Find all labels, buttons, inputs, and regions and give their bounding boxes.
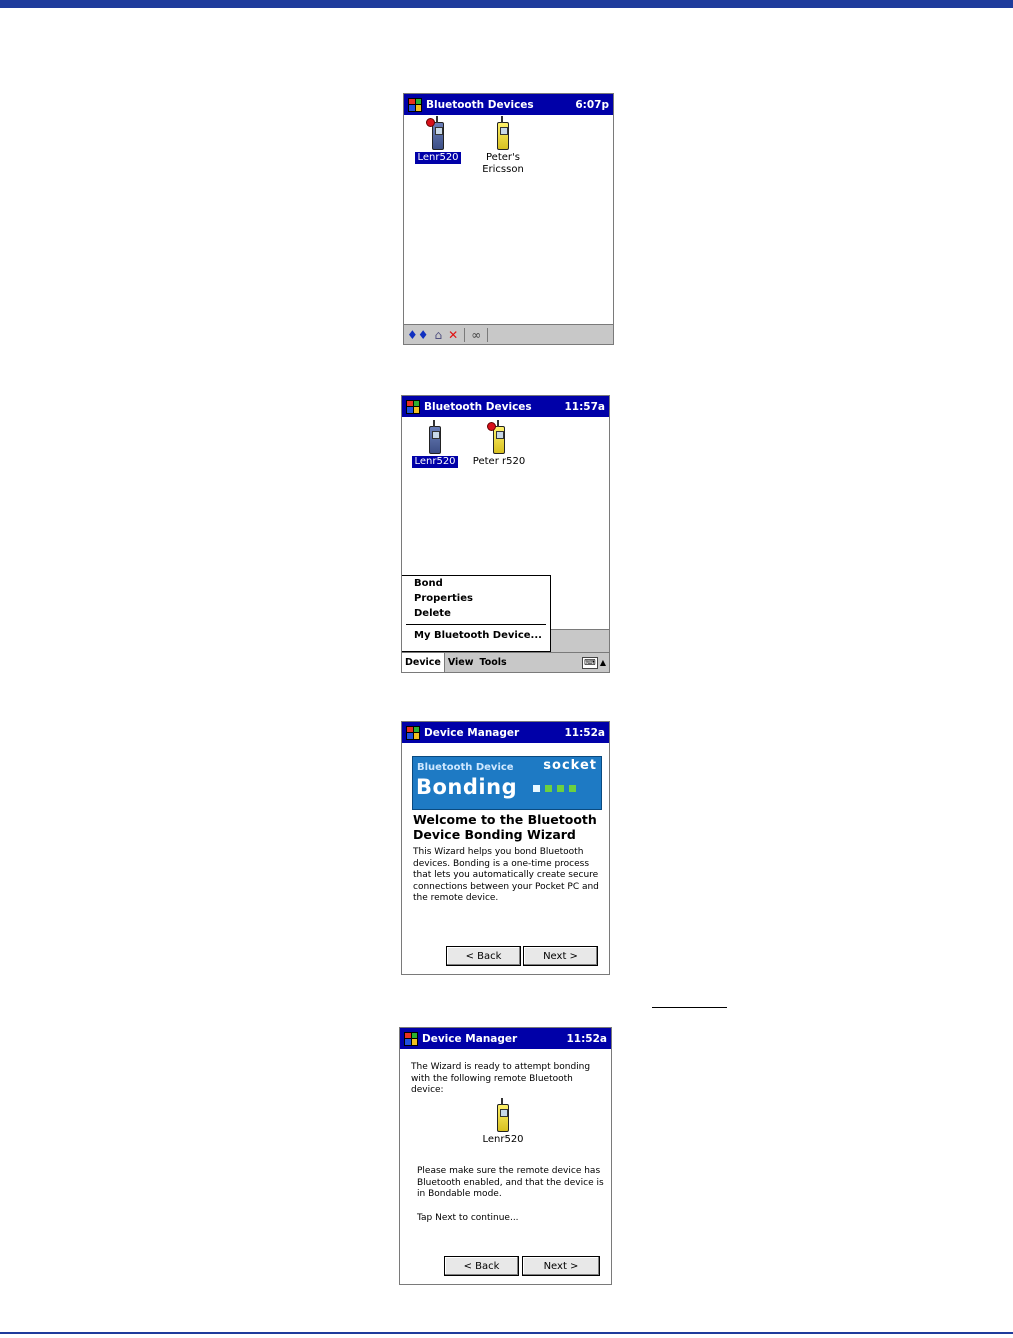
screen-bonding-wizard-welcome [401, 721, 610, 975]
input-selector-arrow-icon[interactable]: ▲ [599, 658, 606, 667]
start-menu-icon[interactable] [406, 726, 420, 740]
screen-bluetooth-devices-1 [403, 93, 614, 345]
title-bar [404, 94, 613, 115]
banner-subtitle: Bluetooth Device [417, 762, 514, 773]
window-title: Bluetooth Devices [426, 98, 534, 111]
window-title: Device Manager [424, 726, 520, 739]
delete-icon[interactable]: ✕ [448, 327, 459, 342]
active-indicator-icon [487, 422, 496, 431]
target-device [472, 1104, 534, 1146]
phone-icon [493, 426, 505, 454]
wizard-instructions: Please make sure the remote device has Bluetooth enabled, and that the device is in Bondable mode. [417, 1166, 604, 1199]
clock[interactable]: 11:57a [564, 400, 605, 413]
start-menu-icon[interactable] [406, 400, 420, 414]
start-menu-icon[interactable] [408, 98, 422, 112]
bonding-banner [412, 756, 602, 810]
active-indicator-icon [426, 118, 435, 127]
screen-bonding-wizard-ready [399, 1027, 612, 1285]
device-label: Peter's Ericsson [482, 152, 524, 175]
device-label: Lenr520 [417, 152, 459, 163]
text-underline [652, 1007, 727, 1008]
socket-logo: socket [543, 758, 597, 773]
back-button[interactable]: < Back [446, 946, 521, 966]
menu-tab-view[interactable]: View [447, 657, 474, 668]
wizard-intro: The Wizard is ready to attempt bonding with the following remote Bluetooth device: [411, 1062, 591, 1095]
toolbar-divider [487, 328, 488, 342]
screen-bluetooth-devices-2 [401, 395, 610, 673]
bond-icon[interactable]: ∞ [471, 327, 482, 342]
wizard-heading: Welcome to the Bluetooth Device Bonding Wizard [413, 812, 597, 842]
bluetooth-icon[interactable]: ♦♦ [407, 327, 429, 342]
clock[interactable]: 6:07p [575, 98, 609, 111]
menu-tab-device[interactable]: Device [402, 653, 445, 672]
device-context-menu [401, 575, 551, 652]
menu-tab-tools[interactable]: Tools [479, 657, 507, 668]
device-lenr520[interactable] [404, 426, 466, 468]
device-lenr520[interactable] [407, 122, 469, 164]
signal-dots-icon [533, 785, 576, 792]
menu-divider [406, 624, 546, 625]
phone-icon [497, 1104, 509, 1132]
wizard-continue-text: Tap Next to continue... [417, 1213, 519, 1223]
next-button[interactable]: Next > [522, 1256, 600, 1276]
banner-title: Bonding [416, 775, 518, 799]
connect-icon[interactable]: ⌂ [434, 327, 443, 342]
wizard-description: This Wizard helps you bond Bluetooth devices. Bonding is a one-time process that lets you automatically create secure connections between your Pocket PC and the remote device. [413, 847, 599, 903]
device-label: Lenr520 [414, 456, 456, 467]
menu-item-my-bluetooth-device[interactable]: My Bluetooth Device... [414, 630, 542, 641]
toolbar-divider [464, 328, 465, 342]
menu-bar [402, 652, 609, 672]
clock[interactable]: 11:52a [564, 726, 605, 739]
window-title: Device Manager [422, 1032, 518, 1045]
page-footer-rule [0, 1332, 1013, 1334]
title-bar [400, 1028, 611, 1049]
keyboard-icon[interactable]: ⌨ [582, 657, 598, 669]
clock[interactable]: 11:52a [566, 1032, 607, 1045]
phone-icon [497, 122, 509, 150]
menu-item-properties[interactable]: Properties [414, 593, 473, 604]
back-button[interactable]: < Back [444, 1256, 519, 1276]
phone-icon [429, 426, 441, 454]
device-label: Lenr520 [482, 1134, 524, 1145]
title-bar [402, 722, 609, 743]
menu-item-bond[interactable]: Bond [414, 578, 443, 589]
device-label: Peter r520 [472, 456, 526, 467]
menu-item-delete[interactable]: Delete [414, 608, 451, 619]
phone-icon [432, 122, 444, 150]
device-peter-r520[interactable] [468, 426, 530, 468]
command-bar-area [550, 629, 609, 653]
device-peters-ericsson[interactable] [472, 122, 534, 176]
command-bar [404, 324, 613, 344]
page-header-bar [0, 0, 1013, 8]
start-menu-icon[interactable] [404, 1032, 418, 1046]
window-title: Bluetooth Devices [424, 400, 532, 413]
next-button[interactable]: Next > [523, 946, 598, 966]
title-bar [402, 396, 609, 417]
